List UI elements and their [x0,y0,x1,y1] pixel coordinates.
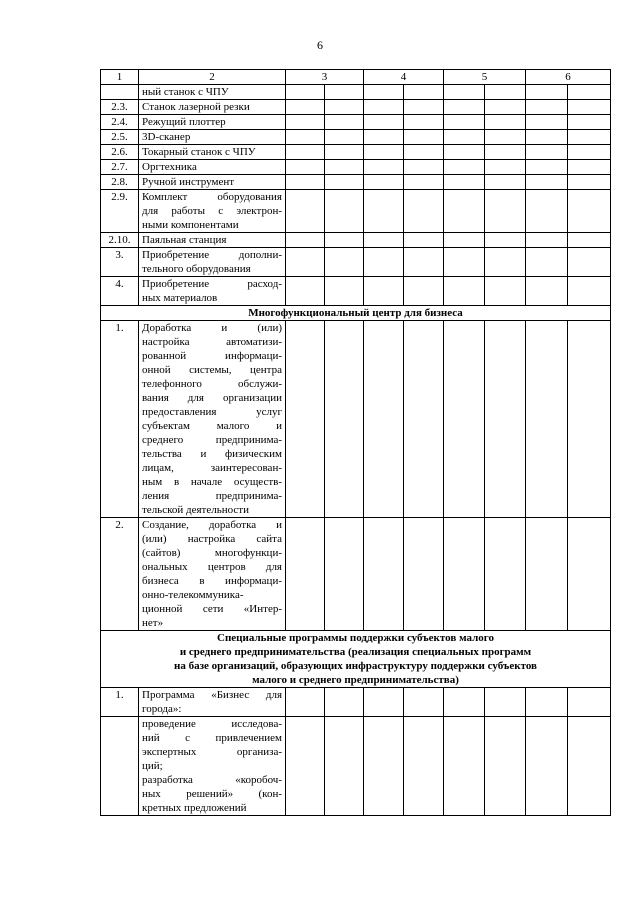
value-cell [568,190,611,233]
value-cell [325,277,364,306]
value-cell [404,160,444,175]
value-cell [286,160,325,175]
description-line: ными компонентами [142,219,239,231]
col-header-4: 4 [364,70,444,85]
value-cell [364,100,404,115]
value-cell [364,321,404,518]
value-cell [286,717,325,816]
value-cell [444,248,485,277]
row-number: 2. [101,518,139,631]
value-cell [485,130,526,145]
value-cell [526,130,568,145]
value-cell [485,175,526,190]
row-number: 1. [101,321,139,518]
value-cell [404,145,444,160]
section-line: Многофункциональный центр для бизнеса [248,307,463,319]
value-cell [526,688,568,717]
table-row [101,190,611,233]
row-number: 2.3. [101,100,139,115]
row-description [139,100,286,115]
section-line: на базе организаций, образующих инфраструктуру поддержки субъектов [174,660,537,672]
value-cell [485,115,526,130]
description-line: лицам, заинтересован- [142,462,282,474]
value-cell [485,321,526,518]
description-line: тельного оборудования [142,263,251,275]
value-cell [404,85,444,100]
value-cell [404,233,444,248]
value-cell [286,277,325,306]
value-cell [325,85,364,100]
value-cell [325,100,364,115]
table-body [101,70,611,816]
value-cell [568,277,611,306]
description-line: разработка «коробоч- [142,774,282,786]
description-line: (сайтов) многофункци- [142,547,282,559]
value-cell [568,85,611,100]
value-cell [325,688,364,717]
row-description [139,145,286,160]
value-cell [286,518,325,631]
description-line: Оргтехника [142,161,197,173]
value-cell [364,160,404,175]
value-cell [568,518,611,631]
value-cell [286,115,325,130]
description-line: кретных предложений [142,802,247,814]
row-number: 1. [101,688,139,717]
row-description [139,130,286,145]
value-cell [404,688,444,717]
col-header-5: 5 [444,70,526,85]
value-cell [286,190,325,233]
description-line: ний с привлечением [142,732,282,744]
value-cell [364,518,404,631]
table-row [101,145,611,160]
row-description [139,160,286,175]
value-cell [485,518,526,631]
value-cell [444,688,485,717]
row-number: 2.7. [101,160,139,175]
col-header-2: 2 [139,70,286,85]
description-line: нет» [142,617,164,629]
description-line: (или) настройка сайта [142,533,282,545]
value-cell [325,130,364,145]
value-cell [364,85,404,100]
description-line: субъектам малого и [142,420,282,432]
description-line: бизнеса в информаци- [142,575,282,587]
value-cell [444,233,485,248]
value-cell [526,717,568,816]
description-line: для работы с электрон- [142,205,282,217]
value-cell [444,85,485,100]
value-cell [325,248,364,277]
description-line: телефонного обслужи- [142,378,282,390]
table-row [101,175,611,190]
value-cell [444,100,485,115]
table-row [101,248,611,277]
value-cell [568,233,611,248]
value-cell [286,85,325,100]
description-line: вания для организации [142,392,282,404]
section-mfc-title [101,306,611,321]
description-line: ций; [142,760,163,772]
value-cell [485,717,526,816]
table-row [101,277,611,306]
value-cell [444,277,485,306]
row-number: 2.5. [101,130,139,145]
value-cell [526,190,568,233]
value-cell [364,248,404,277]
description-line: города»: [142,703,182,715]
value-cell [526,85,568,100]
description-line: Программа «Бизнес для [142,689,282,701]
description-line: Режущий плоттер [142,116,226,128]
row-description [139,85,286,100]
value-cell [568,321,611,518]
section-mfc-row [101,306,611,321]
value-cell [404,277,444,306]
table-row [101,85,611,100]
row-number: 2.9. [101,190,139,233]
value-cell [526,160,568,175]
value-cell [526,145,568,160]
col-header-3: 3 [286,70,364,85]
value-cell [404,115,444,130]
value-cell [286,248,325,277]
value-cell [286,175,325,190]
description-line: ональных центров для [142,561,282,573]
value-cell [568,160,611,175]
col-header-6: 6 [526,70,611,85]
value-cell [286,130,325,145]
value-cell [526,277,568,306]
description-line: Станок лазерной резки [142,101,250,113]
description-line: ления предпринима- [142,490,282,502]
table-row [101,717,611,816]
budget-table [100,69,611,816]
row-description [139,518,286,631]
value-cell [568,100,611,115]
value-cell [568,130,611,145]
value-cell [526,100,568,115]
row-number: 3. [101,248,139,277]
value-cell [526,518,568,631]
row-description [139,190,286,233]
value-cell [325,518,364,631]
value-cell [485,277,526,306]
value-cell [568,248,611,277]
section-special-programs-title [101,631,611,688]
row-description [139,688,286,717]
table-row [101,160,611,175]
value-cell [526,115,568,130]
value-cell [286,100,325,115]
row-description [139,233,286,248]
value-cell [568,145,611,160]
table-row [101,115,611,130]
row-description [139,717,286,816]
row-number: 2.4. [101,115,139,130]
description-line: ных решений» (кон- [142,788,282,800]
description-line: онной системы, центра [142,364,282,376]
value-cell [325,160,364,175]
value-cell [568,175,611,190]
row-number: 4. [101,277,139,306]
value-cell [485,100,526,115]
value-cell [444,145,485,160]
value-cell [568,717,611,816]
description-line: Приобретение дополни- [142,249,282,261]
value-cell [286,233,325,248]
value-cell [364,717,404,816]
value-cell [526,175,568,190]
value-cell [568,115,611,130]
table-row [101,518,611,631]
value-cell [325,190,364,233]
value-cell [526,321,568,518]
value-cell [364,233,404,248]
value-cell [404,100,444,115]
description-line: ных материалов [142,292,218,304]
value-cell [444,518,485,631]
header-row [101,70,611,85]
table-row [101,321,611,518]
value-cell [485,190,526,233]
description-line: проведение исследова- [142,718,282,730]
description-line: Паяльная станция [142,234,227,246]
description-line: настройка автоматизи- [142,336,282,348]
value-cell [364,145,404,160]
value-cell [485,160,526,175]
value-cell [444,190,485,233]
value-cell [325,717,364,816]
value-cell [404,518,444,631]
row-description [139,115,286,130]
value-cell [364,115,404,130]
table-row [101,130,611,145]
table-row [101,688,611,717]
value-cell [444,321,485,518]
description-line: Ручной инструмент [142,176,235,188]
value-cell [404,321,444,518]
description-line: ным в начале осуществ- [142,476,282,488]
section-line: малого и среднего предпринимательства) [252,674,459,686]
col-header-1: 1 [101,70,139,85]
section-special-programs-row [101,631,611,688]
value-cell [325,145,364,160]
value-cell [485,85,526,100]
value-cell [404,248,444,277]
description-line: Комплект оборудования [142,191,282,203]
table-row [101,100,611,115]
section-line: и среднего предпринимательства (реализация специальных программ [179,646,532,658]
value-cell [485,248,526,277]
description-line: Приобретение расход- [142,278,282,290]
row-description [139,175,286,190]
description-line: ный станок с ЧПУ [142,86,229,98]
description-line: ционной сети «Интер- [142,603,282,615]
value-cell [325,233,364,248]
description-line: тельства и физическим [142,448,282,460]
description-line: Создание, доработка и [142,519,282,531]
value-cell [444,175,485,190]
value-cell [444,115,485,130]
description-line: онно-телекоммуника- [142,589,244,601]
value-cell [404,717,444,816]
value-cell [485,688,526,717]
description-line: Доработка и (или) [142,322,282,334]
value-cell [364,130,404,145]
value-cell [444,717,485,816]
section-line: Специальные программы поддержки субъектов малого [217,632,494,644]
description-line: экспертных организа- [142,746,282,758]
row-number: 2.8. [101,175,139,190]
description-line: Токарный станок с ЧПУ [142,146,256,158]
row-description [139,321,286,518]
value-cell [364,688,404,717]
value-cell [325,115,364,130]
value-cell [404,190,444,233]
value-cell [485,145,526,160]
page-number: 6 [317,38,323,52]
row-number [101,717,139,816]
value-cell [568,688,611,717]
value-cell [364,190,404,233]
value-cell [404,130,444,145]
value-cell [485,233,526,248]
description-line: среднего предпринима- [142,434,282,446]
row-description [139,248,286,277]
table-row [101,233,611,248]
value-cell [325,175,364,190]
value-cell [526,248,568,277]
value-cell [444,160,485,175]
value-cell [526,233,568,248]
value-cell [444,130,485,145]
value-cell [286,688,325,717]
value-cell [286,145,325,160]
value-cell [286,321,325,518]
row-number [101,85,139,100]
description-line: рованной информаци- [142,350,282,362]
description-line: предоставления услуг [142,406,282,418]
value-cell [325,321,364,518]
row-number: 2.10. [101,233,139,248]
description-line: тельской деятельности [142,504,249,516]
value-cell [364,277,404,306]
row-description [139,277,286,306]
value-cell [404,175,444,190]
row-number: 2.6. [101,145,139,160]
value-cell [364,175,404,190]
description-line: 3D-сканер [142,131,191,143]
